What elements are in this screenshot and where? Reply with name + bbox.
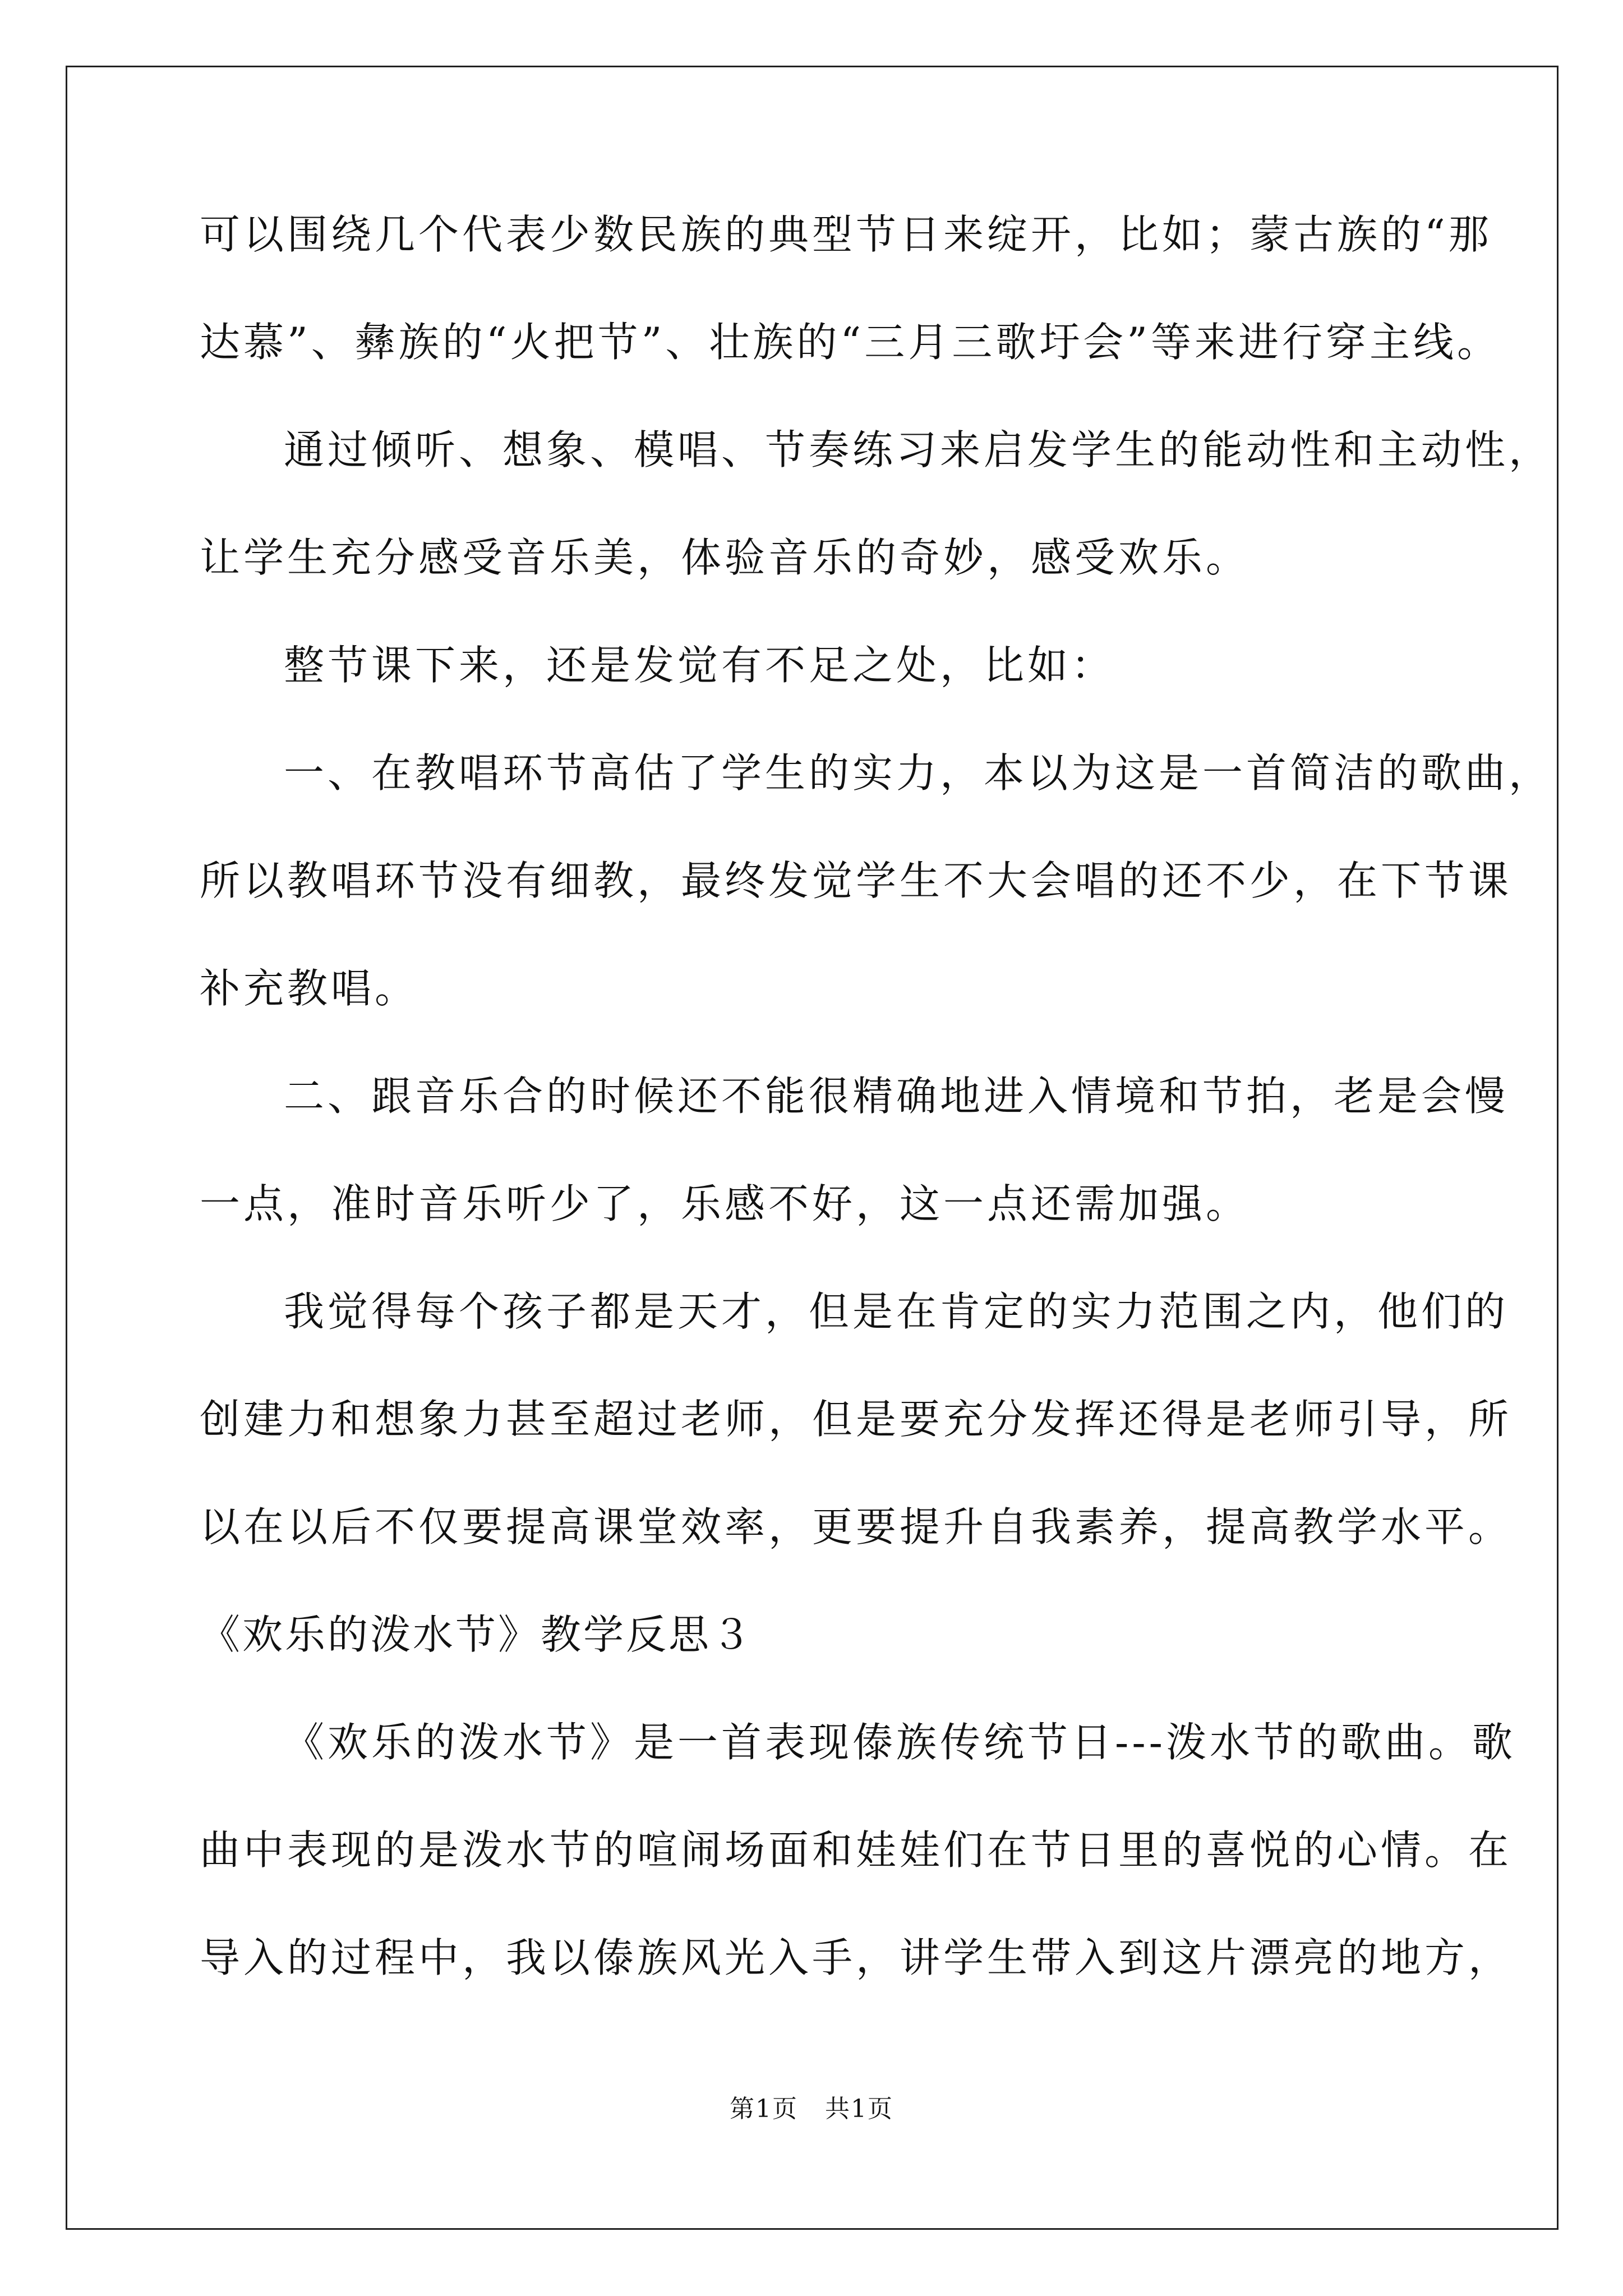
text-line: 补充教唱。 [200,965,419,1012]
text-line: 可以围绕几个代表少数民族的典型节日来绽开，比如；蒙古族的“那 [200,211,1492,258]
text-line: 一点，准时音乐听少了，乐感不好，这一点还需加强。 [200,1180,1250,1227]
text-line: 所以教唱环节没有细教，最终发觉学生不大会唱的还不少，在下节课 [200,857,1513,904]
text-line: 达慕”、彝族的“火把节”、壮族的“三月三歌圩会”等来进行穿主线。 [200,319,1501,366]
section-heading: 《欢乐的泼水节》教学反思３ [200,1611,754,1658]
text-line: 创建力和想象力甚至超过老师，但是要充分发挥还得是老师引导，所 [200,1396,1513,1443]
text-line: 曲中表现的是泼水节的喧闹场面和娃娃们在节日里的喜悦的心情。在 [200,1826,1513,1874]
paragraph-start: 一、在教唱环节高估了学生的实力，本以为这是一首简洁的歌曲， [284,749,1553,797]
page-total: 共1页 [824,2095,893,2123]
paragraph-start: 我觉得每个孩子都是天才，但是在肯定的实力范围之内，他们的 [284,1288,1509,1335]
page-footer [0,2092,1623,2126]
text-line: 让学生充分感受音乐美，体验音乐的奇妙，感受欢乐。 [200,534,1250,581]
paragraph-start: 通过倾听、想象、模唱、节奏练习来启发学生的能动性和主动性， [284,426,1553,473]
page-number: 第1页 [730,2095,799,2123]
document-body [200,208,1553,2039]
text-line: 导入的过程中，我以傣族风光入手，讲学生带入到这片漂亮的地方， [200,1934,1513,1981]
paragraph-start: 二、跟音乐合的时候还不能很精确地进入情境和节拍，老是会慢 [284,1073,1509,1120]
paragraph-start: 整节课下来，还是发觉有不足之处，比如： [284,642,1115,689]
text-line: 以在以后不仅要提高课堂效率，更要提升自我素养，提高教学水平。 [200,1503,1513,1550]
paragraph-start: 《欢乐的泼水节》是一首表现傣族传统节日---泼水节的歌曲。歌 [284,1719,1516,1766]
